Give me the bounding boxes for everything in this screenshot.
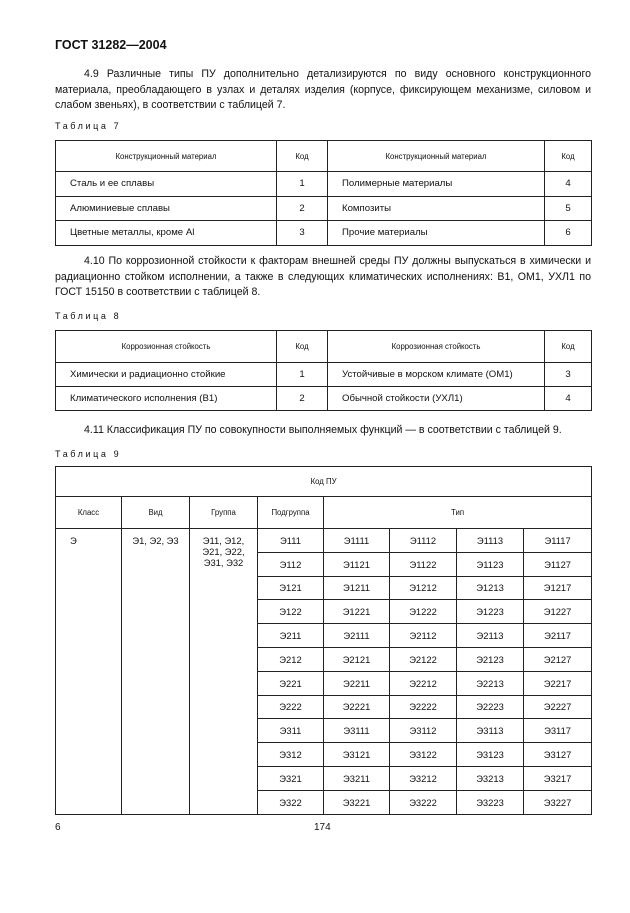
table-cell: Композиты — [328, 196, 545, 221]
table-cell: Э3113 — [457, 719, 524, 743]
table-cell: Э1223 — [457, 600, 524, 624]
table-cell: Э1111 — [324, 529, 390, 553]
table-cell: Э3112 — [390, 719, 457, 743]
table-cell: Э2211 — [324, 671, 390, 695]
table-cell: Э1222 — [390, 600, 457, 624]
table-cell: Э2212 — [390, 671, 457, 695]
table-cell: Цветные металлы, кроме Al — [56, 221, 277, 246]
table-cell: Э1117 — [524, 529, 592, 553]
table-row — [56, 196, 592, 221]
column-header: Код — [545, 331, 592, 363]
paragraph-4-11: 4.11 Классификация ПУ по совокупности выполняемых функций — в соответствии с таблицей 9. — [84, 424, 562, 436]
table-cell: Э2112 — [390, 624, 457, 648]
table-cell: Э3221 — [324, 790, 390, 814]
table-cell: Э3223 — [457, 790, 524, 814]
page-number: 6 — [55, 822, 61, 833]
table-cell: Э3211 — [324, 766, 390, 790]
table-cell: 1 — [277, 172, 328, 197]
table-cell: 4 — [545, 172, 592, 197]
table-cell: Алюминиевые сплавы — [56, 196, 277, 221]
table-cell: Э2122 — [390, 647, 457, 671]
column-header: Коррозионная стойкость — [328, 331, 545, 363]
table-cell: Прочие материалы — [328, 221, 545, 246]
table-cell: Э3123 — [457, 743, 524, 767]
column-header: Тип — [324, 497, 592, 529]
vid-cell: Э1, Э2, Э3 — [122, 529, 190, 815]
table-cell: Э2217 — [524, 671, 592, 695]
table-cell: 5 — [545, 196, 592, 221]
table-cell: Э321 — [258, 766, 324, 790]
table-cell: 3 — [277, 221, 328, 246]
table-header-row — [56, 497, 592, 529]
table-cell: Устойчивые в морском климате (ОМ1) — [328, 363, 545, 387]
table-cell: Э1122 — [390, 552, 457, 576]
table-cell: Э1112 — [390, 529, 457, 553]
table-row — [56, 172, 592, 197]
table-cell: Э3212 — [390, 766, 457, 790]
table-cell: Э211 — [258, 624, 324, 648]
table-cell: Э2221 — [324, 695, 390, 719]
table-cell: Э2123 — [457, 647, 524, 671]
paragraph-4-9: 4.9 Различные типы ПУ дополнительно детализируются по виду основного конструкционного материала, преобладающего в узлах и деталях изделия (корпусе, фиксирующем механизме, силовом и слабом звеньях), в соответствии с таблицей 7. — [55, 68, 591, 111]
table-cell: Э122 — [258, 600, 324, 624]
table-cell: Э2222 — [390, 695, 457, 719]
table-9 — [55, 466, 592, 815]
table7-label: Таблица 7 — [55, 121, 122, 131]
table-cell: Э311 — [258, 719, 324, 743]
table-cell: 4 — [545, 387, 592, 411]
table-cell: Э221 — [258, 671, 324, 695]
table-cell: Э1127 — [524, 552, 592, 576]
column-header: Код — [277, 141, 328, 172]
paragraph-4-10: 4.10 По коррозионной стойкости к факторам внешней среды ПУ должны выпускаться в химически и радиационно стойком исполнении, а также в следующих климатических исполнениях: В1, ОМ1, УХЛ1 по ГОСТ 15150 в соответствии с таблицей 8. — [55, 255, 591, 298]
table-cell: Э212 — [258, 647, 324, 671]
table-cell: 1 — [277, 363, 328, 387]
table-cell: Э1123 — [457, 552, 524, 576]
table-cell: Э1227 — [524, 600, 592, 624]
table-cell: Э1121 — [324, 552, 390, 576]
table-cell: Э3127 — [524, 743, 592, 767]
table-cell: Э2223 — [457, 695, 524, 719]
table-cell: Э3227 — [524, 790, 592, 814]
table-cell: Химически и радиационно стойкие — [56, 363, 277, 387]
table-cell: Э3213 — [457, 766, 524, 790]
table-cell: 2 — [277, 387, 328, 411]
table-cell: 6 — [545, 221, 592, 246]
class-cell: Э — [56, 529, 122, 815]
table-7 — [55, 140, 592, 246]
table-cell: Э2127 — [524, 647, 592, 671]
table-cell: Полимерные материалы — [328, 172, 545, 197]
table-cell: Э1213 — [457, 576, 524, 600]
table-cell: Э1217 — [524, 576, 592, 600]
table-cell: Э1113 — [457, 529, 524, 553]
column-header: Класс — [56, 497, 122, 529]
table-row — [56, 529, 592, 553]
table-cell: Э112 — [258, 552, 324, 576]
table-cell: Э3117 — [524, 719, 592, 743]
table-row — [56, 363, 592, 387]
column-header: Коррозионная стойкость — [56, 331, 277, 363]
table-cell: Э3217 — [524, 766, 592, 790]
sheet-number: 174 — [314, 822, 331, 833]
table-header-row — [56, 141, 592, 172]
table-cell: 3 — [545, 363, 592, 387]
table-header-row — [56, 331, 592, 363]
table-cell: Э2117 — [524, 624, 592, 648]
table-cell: Э1212 — [390, 576, 457, 600]
table-cell: Э111 — [258, 529, 324, 553]
table-cell: Э121 — [258, 576, 324, 600]
table-8 — [55, 330, 592, 411]
group-cell: Э11, Э12, Э21, Э22, Э31, Э32 — [190, 529, 258, 815]
table-cell: Э3122 — [390, 743, 457, 767]
document-header: ГОСТ 31282—2004 — [55, 38, 167, 52]
table-row — [56, 221, 592, 246]
column-header: Конструкционный материал — [328, 141, 545, 172]
table-title: Код ПУ — [56, 467, 592, 497]
table-cell: Э3222 — [390, 790, 457, 814]
table-cell: Э222 — [258, 695, 324, 719]
column-header: Код — [277, 331, 328, 363]
table-cell: Обычной стойкости (УХЛ1) — [328, 387, 545, 411]
table8-label: Таблица 8 — [55, 311, 122, 321]
table-cell: Э2121 — [324, 647, 390, 671]
table-cell: Э1211 — [324, 576, 390, 600]
table-cell: Э2113 — [457, 624, 524, 648]
column-header: Код — [545, 141, 592, 172]
table-title-row — [56, 467, 592, 497]
table-cell: Э2213 — [457, 671, 524, 695]
column-header: Подгруппа — [258, 497, 324, 529]
column-header: Вид — [122, 497, 190, 529]
table-cell: Э2111 — [324, 624, 390, 648]
table-cell: Э312 — [258, 743, 324, 767]
column-header: Конструкционный материал — [56, 141, 277, 172]
table-cell: Климатического исполнения (В1) — [56, 387, 277, 411]
table-cell: Э3111 — [324, 719, 390, 743]
table-cell: 2 — [277, 196, 328, 221]
table9-label: Таблица 9 — [55, 449, 122, 459]
table-cell: Э322 — [258, 790, 324, 814]
table-cell: Э3121 — [324, 743, 390, 767]
table-cell: Сталь и ее сплавы — [56, 172, 277, 197]
column-header: Группа — [190, 497, 258, 529]
table-cell: Э2227 — [524, 695, 592, 719]
table-cell: Э1221 — [324, 600, 390, 624]
table-row — [56, 387, 592, 411]
